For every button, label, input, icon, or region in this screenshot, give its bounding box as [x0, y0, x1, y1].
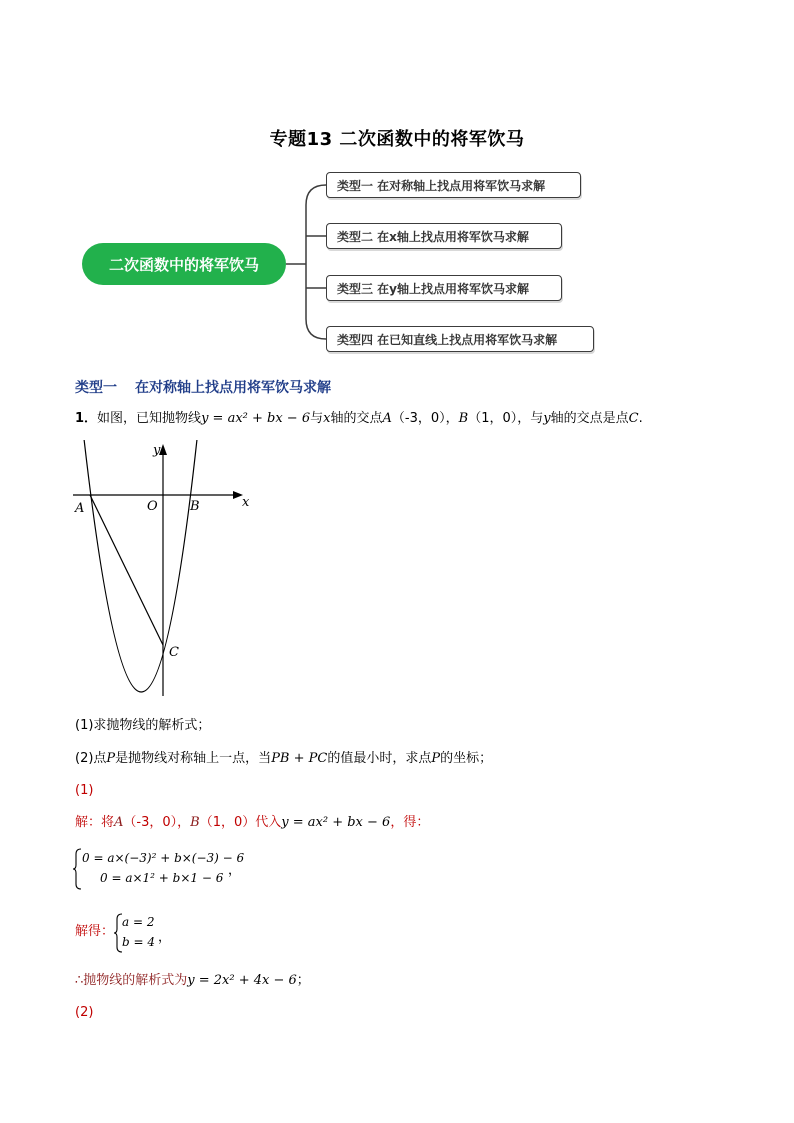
point-C: C — [628, 411, 639, 426]
problem-text: 轴的交点是点 — [550, 411, 629, 426]
problem-text: ， — [445, 411, 459, 426]
question-1: (1)求抛物线的解析式； — [75, 718, 211, 733]
parabola-equation: y = ax² + bx − 6 — [281, 815, 391, 830]
solution-b: b = 4 — [122, 935, 155, 949]
system-2-tail: ， — [158, 930, 172, 945]
label-A: A — [75, 501, 85, 516]
point-A: A — [382, 411, 392, 426]
problem-text: 与 — [310, 411, 324, 426]
label-x: x — [242, 495, 250, 510]
problem-number: 1． — [75, 411, 98, 426]
solution-system — [122, 912, 155, 952]
label-y: y — [153, 443, 161, 458]
coord-B: （1，0） — [199, 815, 256, 830]
coord-B: （1，0） — [468, 411, 518, 426]
brace-icon — [72, 848, 82, 890]
var-x: x — [323, 411, 331, 426]
section-label: 类型一 — [75, 380, 117, 396]
point-P: P — [106, 751, 116, 766]
solve-label: 解得： — [75, 924, 115, 939]
question-text: 的值最小时，求点 — [327, 751, 432, 766]
answer-part-1-label: (1) — [75, 783, 94, 798]
segment-AC — [90, 495, 163, 645]
problem-text: 如图，已知抛物线 — [97, 411, 202, 426]
solution-text: 解：将 — [75, 815, 115, 830]
answer-part-2-label: (2) — [75, 1005, 94, 1020]
solution-line-1 — [75, 813, 429, 833]
result-text: ； — [296, 973, 310, 988]
section-title: 在对称轴上找点用将军饮马求解 — [135, 380, 331, 396]
question-2 — [75, 749, 492, 769]
coord-A: （-3，0） — [391, 411, 446, 426]
point-B: B — [458, 411, 469, 426]
problem-statement — [75, 409, 643, 429]
problem-text: ，与 — [517, 411, 544, 426]
solution-text: ，得： — [390, 815, 430, 830]
coord-A: （-3，0）， — [123, 815, 191, 830]
section-heading — [75, 377, 331, 397]
equation-row: 0 = a×1² + b×1 − 6 — [100, 871, 224, 885]
mindmap-branch-1: 类型一 在对称轴上找点用将军饮马求解 — [326, 172, 581, 198]
mindmap-branch-4: 类型四 在已知直线上找点用将军饮马求解 — [326, 326, 594, 352]
page-title: 专题13 二次函数中的将军饮马 — [269, 129, 525, 150]
result-text: ∴抛物线的解析式为 — [75, 973, 188, 988]
var-y: y — [543, 411, 551, 426]
question-text: 是抛物线对称轴上一点，当 — [115, 751, 272, 766]
result-line — [75, 971, 310, 991]
mindmap-branch-2: 类型二 在x轴上找点用将军饮马求解 — [326, 223, 562, 249]
problem-text: . — [638, 411, 643, 426]
label-C: C — [169, 645, 179, 660]
parabola-figure — [65, 440, 255, 702]
result-equation: y = 2x² + 4x − 6 — [187, 973, 297, 988]
question-text: (2)点 — [75, 751, 107, 766]
point-B: B — [190, 815, 200, 830]
problem-text: 轴的交点 — [330, 411, 383, 426]
equation-system-1 — [82, 848, 244, 888]
solution-a: a = 2 — [122, 915, 155, 929]
parabola-curve — [83, 440, 198, 692]
label-B: B — [190, 499, 200, 514]
question-text: 的坐标； — [440, 751, 493, 766]
mindmap-root: 二次函数中的将军饮马 — [82, 243, 286, 285]
expression-PB-PC: PB + PC — [271, 751, 328, 766]
point-P: P — [431, 751, 441, 766]
equation-row: 0 = a×(−3)² + b×(−3) − 6 — [82, 851, 245, 865]
label-O: O — [147, 499, 158, 514]
solution-text: 代入 — [255, 815, 282, 830]
system-1-tail: ， — [228, 863, 242, 878]
mindmap-branch-3: 类型三 在y轴上找点用将军饮马求解 — [326, 275, 562, 301]
point-A: A — [114, 815, 124, 830]
parabola-equation: y = ax² + bx − 6 — [201, 411, 311, 426]
